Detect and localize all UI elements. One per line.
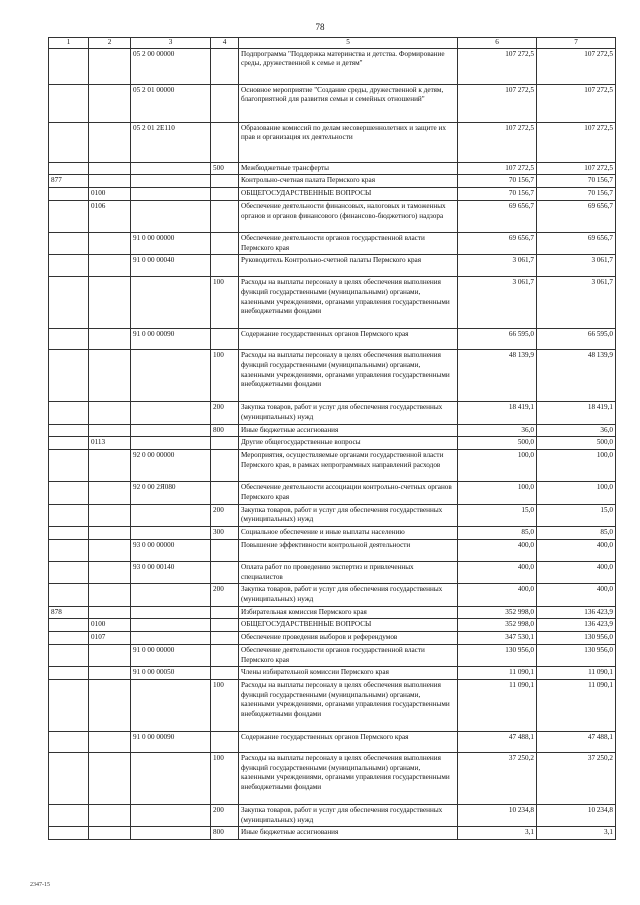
amount-year2-cell: 107 272,5 (537, 162, 616, 175)
ministry-code-cell (49, 188, 89, 201)
description-cell: Обеспечение деятельности органов государственной власти Пермского края (239, 644, 458, 666)
amount-year1-cell: 130 956,0 (458, 644, 537, 666)
amount-year2-cell: 66 595,0 (537, 329, 616, 350)
table-row (49, 402, 616, 424)
section-code-cell (89, 48, 131, 84)
table-row (49, 619, 616, 632)
expense-type-cell (211, 122, 239, 162)
expense-type-cell: 100 (211, 679, 239, 731)
target-article-cell: 05 2 01 00000 (131, 84, 211, 122)
target-article-cell (131, 679, 211, 731)
target-article-cell (131, 827, 211, 840)
target-article-cell (131, 804, 211, 826)
expense-type-cell: 200 (211, 584, 239, 606)
amount-year1-cell: 69 656,7 (458, 232, 537, 254)
expense-type-cell (211, 188, 239, 201)
amount-year2-cell: 47 488,1 (537, 731, 616, 752)
expense-type-cell: 100 (211, 277, 239, 329)
description-cell: ОБЩЕГОСУДАРСТВЕННЫЕ ВОПРОСЫ (239, 619, 458, 632)
table-row (49, 329, 616, 350)
description-cell: Закупка товаров, работ и услуг для обеспечения государственных (муниципальных) нужд (239, 402, 458, 424)
amount-year2-cell: 107 272,5 (537, 122, 616, 162)
amount-year2-cell: 400,0 (537, 584, 616, 606)
amount-year2-cell: 70 156,7 (537, 175, 616, 188)
ministry-code-cell (49, 48, 89, 84)
description-cell: Расходы на выплаты персоналу в целях обеспечения выполнения функций государственными (муниципальными) органами, казенными учреждениями, органами управления государственными внебюджетными фондами (239, 277, 458, 329)
description-cell: Обеспечение деятельности финансовых, налоговых и таможенных органов и органов финансового (финансово-бюджетного) надзора (239, 200, 458, 232)
description-cell: Руководитель Контрольно-счетной палаты Пермского края (239, 255, 458, 277)
ministry-code-cell (49, 402, 89, 424)
section-code-cell: 0107 (89, 632, 131, 645)
ministry-code-cell (49, 679, 89, 731)
amount-year1-cell: 107 272,5 (458, 48, 537, 84)
section-code-cell (89, 350, 131, 402)
expense-type-cell (211, 329, 239, 350)
ministry-code-cell (49, 619, 89, 632)
description-cell: Расходы на выплаты персоналу в целях обеспечения выполнения функций государственными (муниципальными) органами, казенными учреждениями, органами управления государственными внебюджетными фондами (239, 679, 458, 731)
description-cell: Основное мероприятие "Создание среды, дружественной к детям, благоприятной для развития семьи и семейных отношений" (239, 84, 458, 122)
amount-year2-cell: 107 272,5 (537, 48, 616, 84)
table-row (49, 752, 616, 804)
amount-year2-cell: 3 061,7 (537, 255, 616, 277)
table-row (49, 188, 616, 201)
amount-year2-cell: 69 656,7 (537, 200, 616, 232)
footer-code: 2347-15 (30, 882, 50, 888)
expense-type-cell (211, 619, 239, 632)
description-cell: Оплата работ по проведению экспертиз и привлеченных специалистов (239, 561, 458, 583)
expense-type-cell (211, 175, 239, 188)
target-article-cell (131, 350, 211, 402)
amount-year2-cell: 11 090,1 (537, 679, 616, 731)
table-row (49, 277, 616, 329)
section-code-cell (89, 277, 131, 329)
expense-type-cell: 200 (211, 402, 239, 424)
amount-year2-cell: 3,1 (537, 827, 616, 840)
target-article-cell: 91 0 00 00090 (131, 329, 211, 350)
amount-year2-cell: 400,0 (537, 561, 616, 583)
expense-type-cell (211, 232, 239, 254)
table-row (49, 504, 616, 526)
column-header: 5 (239, 38, 458, 49)
ministry-code-cell (49, 561, 89, 583)
target-article-cell (131, 752, 211, 804)
ministry-code-cell (49, 450, 89, 482)
ministry-code-cell (49, 84, 89, 122)
amount-year2-cell: 107 272,5 (537, 84, 616, 122)
table-row (49, 644, 616, 666)
section-code-cell (89, 504, 131, 526)
expense-type-cell: 800 (211, 424, 239, 437)
expense-type-cell: 100 (211, 752, 239, 804)
section-code-cell (89, 731, 131, 752)
amount-year1-cell: 70 156,7 (458, 175, 537, 188)
section-code-cell (89, 482, 131, 504)
section-code-cell (89, 667, 131, 680)
description-cell: Иные бюджетные ассигнования (239, 827, 458, 840)
ministry-code-cell (49, 162, 89, 175)
description-cell: Члены избирательной комиссии Пермского края (239, 667, 458, 680)
target-article-cell (131, 402, 211, 424)
section-code-cell (89, 752, 131, 804)
expense-type-cell: 100 (211, 350, 239, 402)
expense-type-cell: 200 (211, 504, 239, 526)
ministry-code-cell (49, 731, 89, 752)
column-header: 3 (131, 38, 211, 49)
expense-type-cell (211, 606, 239, 619)
ministry-code-cell (49, 804, 89, 826)
ministry-code-cell (49, 255, 89, 277)
target-article-cell (131, 424, 211, 437)
table-row (49, 175, 616, 188)
target-article-cell (131, 527, 211, 540)
section-code-cell (89, 232, 131, 254)
amount-year2-cell: 500,0 (537, 437, 616, 450)
amount-year1-cell: 37 250,2 (458, 752, 537, 804)
expense-type-cell (211, 200, 239, 232)
target-article-cell: 91 0 00 00090 (131, 731, 211, 752)
column-number-row (49, 38, 616, 49)
expense-type-cell (211, 667, 239, 680)
column-header: 1 (49, 38, 89, 49)
description-cell: Контрольно-счетная палата Пермского края (239, 175, 458, 188)
section-code-cell (89, 584, 131, 606)
ministry-code-cell (49, 329, 89, 350)
target-article-cell: 93 0 00 00000 (131, 539, 211, 561)
amount-year1-cell: 3,1 (458, 827, 537, 840)
ministry-code-cell (49, 539, 89, 561)
amount-year1-cell: 66 595,0 (458, 329, 537, 350)
amount-year1-cell: 347 530,1 (458, 632, 537, 645)
table-row (49, 450, 616, 482)
target-article-cell (131, 175, 211, 188)
expense-type-cell: 200 (211, 804, 239, 826)
section-code-cell (89, 539, 131, 561)
section-code-cell (89, 561, 131, 583)
table-row (49, 482, 616, 504)
table-row (49, 350, 616, 402)
amount-year2-cell: 15,0 (537, 504, 616, 526)
ministry-code-cell (49, 200, 89, 232)
description-cell: Избирательная комиссия Пермского края (239, 606, 458, 619)
amount-year1-cell: 400,0 (458, 584, 537, 606)
table-row (49, 84, 616, 122)
description-cell: Подпрограмма "Поддержка материнства и детства. Формирование среды, дружественной к семье и детям" (239, 48, 458, 84)
amount-year1-cell: 11 090,1 (458, 679, 537, 731)
description-cell: Расходы на выплаты персоналу в целях обеспечения выполнения функций государственными (муниципальными) органами, казенными учреждениями, органами управления государственными внебюджетными фондами (239, 350, 458, 402)
table-row (49, 804, 616, 826)
table-row (49, 561, 616, 583)
table-row (49, 48, 616, 84)
description-cell: Расходы на выплаты персоналу в целях обеспечения выполнения функций государственными (муниципальными) органами, казенными учреждениями, органами управления государственными внебюджетными фондами (239, 752, 458, 804)
section-code-cell (89, 424, 131, 437)
expense-type-cell (211, 84, 239, 122)
table-row (49, 424, 616, 437)
description-cell: Образование комиссий по делам несовершеннолетних и защите их прав и организация их деятельности (239, 122, 458, 162)
amount-year1-cell: 400,0 (458, 539, 537, 561)
expense-type-cell (211, 561, 239, 583)
section-code-cell (89, 122, 131, 162)
amount-year1-cell: 400,0 (458, 561, 537, 583)
description-cell: Закупка товаров, работ и услуг для обеспечения государственных (муниципальных) нужд (239, 584, 458, 606)
table-row (49, 679, 616, 731)
target-article-cell: 91 0 00 00000 (131, 232, 211, 254)
amount-year2-cell: 85,0 (537, 527, 616, 540)
section-code-cell (89, 644, 131, 666)
ministry-code-cell (49, 644, 89, 666)
description-cell: Обеспечение деятельности ассоциации контрольно-счетных органов Пермского края (239, 482, 458, 504)
section-code-cell (89, 329, 131, 350)
section-code-cell: 0113 (89, 437, 131, 450)
amount-year1-cell: 352 998,0 (458, 606, 537, 619)
target-article-cell: 05 2 01 2Е110 (131, 122, 211, 162)
table-row (49, 255, 616, 277)
ministry-code-cell (49, 350, 89, 402)
ministry-code-cell (49, 437, 89, 450)
target-article-cell (131, 277, 211, 329)
target-article-cell (131, 162, 211, 175)
table-row (49, 122, 616, 162)
amount-year2-cell: 11 090,1 (537, 667, 616, 680)
description-cell: Закупка товаров, работ и услуг для обеспечения государственных (муниципальных) нужд (239, 504, 458, 526)
amount-year1-cell: 107 272,5 (458, 84, 537, 122)
ministry-code-cell (49, 752, 89, 804)
ministry-code-cell (49, 667, 89, 680)
expense-type-cell (211, 482, 239, 504)
expense-type-cell (211, 644, 239, 666)
section-code-cell (89, 402, 131, 424)
amount-year2-cell: 10 234,8 (537, 804, 616, 826)
description-cell: ОБЩЕГОСУДАРСТВЕННЫЕ ВОПРОСЫ (239, 188, 458, 201)
ministry-code-cell (49, 122, 89, 162)
amount-year2-cell: 36,0 (537, 424, 616, 437)
column-header: 2 (89, 38, 131, 49)
ministry-code-cell (49, 827, 89, 840)
ministry-code-cell (49, 482, 89, 504)
expense-type-cell (211, 48, 239, 84)
column-header: 6 (458, 38, 537, 49)
target-article-cell: 91 0 00 00040 (131, 255, 211, 277)
table-row (49, 200, 616, 232)
amount-year1-cell: 18 419,1 (458, 402, 537, 424)
amount-year2-cell: 100,0 (537, 482, 616, 504)
ministry-code-cell (49, 504, 89, 526)
target-article-cell: 05 2 00 00000 (131, 48, 211, 84)
amount-year1-cell: 352 998,0 (458, 619, 537, 632)
table-row (49, 632, 616, 645)
target-article-cell (131, 200, 211, 232)
expense-type-cell (211, 450, 239, 482)
amount-year2-cell: 100,0 (537, 450, 616, 482)
amount-year1-cell: 100,0 (458, 450, 537, 482)
expense-type-cell (211, 632, 239, 645)
amount-year1-cell: 70 156,7 (458, 188, 537, 201)
description-cell: Иные бюджетные ассигнования (239, 424, 458, 437)
amount-year1-cell: 3 061,7 (458, 277, 537, 329)
expense-type-cell (211, 539, 239, 561)
expense-type-cell: 300 (211, 527, 239, 540)
table-row (49, 232, 616, 254)
ministry-code-cell (49, 584, 89, 606)
column-header: 4 (211, 38, 239, 49)
target-article-cell: 91 0 00 00050 (131, 667, 211, 680)
table-row (49, 731, 616, 752)
amount-year2-cell: 70 156,7 (537, 188, 616, 201)
amount-year2-cell: 69 656,7 (537, 232, 616, 254)
expense-type-cell (211, 437, 239, 450)
amount-year1-cell: 69 656,7 (458, 200, 537, 232)
table-row (49, 827, 616, 840)
amount-year1-cell: 500,0 (458, 437, 537, 450)
description-cell: Межбюджетные трансферты (239, 162, 458, 175)
table-row (49, 584, 616, 606)
amount-year1-cell: 107 272,5 (458, 162, 537, 175)
amount-year1-cell: 48 139,9 (458, 350, 537, 402)
amount-year2-cell: 130 956,0 (537, 644, 616, 666)
page-number: 78 (315, 22, 325, 32)
table-row (49, 527, 616, 540)
amount-year2-cell: 18 419,1 (537, 402, 616, 424)
expense-type-cell: 500 (211, 162, 239, 175)
ministry-code-cell (49, 632, 89, 645)
section-code-cell (89, 804, 131, 826)
section-code-cell (89, 527, 131, 540)
section-code-cell (89, 175, 131, 188)
ministry-code-cell (49, 424, 89, 437)
amount-year2-cell: 130 956,0 (537, 632, 616, 645)
description-cell: Закупка товаров, работ и услуг для обеспечения государственных (муниципальных) нужд (239, 804, 458, 826)
section-code-cell: 0106 (89, 200, 131, 232)
amount-year1-cell: 100,0 (458, 482, 537, 504)
amount-year1-cell: 11 090,1 (458, 667, 537, 680)
amount-year2-cell: 3 061,7 (537, 277, 616, 329)
description-cell: Другие общегосударственные вопросы (239, 437, 458, 450)
amount-year1-cell: 10 234,8 (458, 804, 537, 826)
section-code-cell (89, 84, 131, 122)
section-code-cell (89, 450, 131, 482)
target-article-cell (131, 188, 211, 201)
section-code-cell (89, 606, 131, 619)
column-header: 7 (537, 38, 616, 49)
amount-year1-cell: 36,0 (458, 424, 537, 437)
description-cell: Мероприятия, осуществляемые органами государственной власти Пермского края, в рамках непрограммных направлений расходов (239, 450, 458, 482)
section-code-cell: 0100 (89, 619, 131, 632)
amount-year2-cell: 136 423,9 (537, 606, 616, 619)
target-article-cell: 91 0 00 00000 (131, 644, 211, 666)
description-cell: Повышение эффективности контрольной деятельности (239, 539, 458, 561)
target-article-cell: 92 0 00 2Я080 (131, 482, 211, 504)
amount-year1-cell: 107 272,5 (458, 122, 537, 162)
expense-type-cell (211, 731, 239, 752)
section-code-cell (89, 679, 131, 731)
section-code-cell: 0100 (89, 188, 131, 201)
amount-year2-cell: 48 139,9 (537, 350, 616, 402)
target-article-cell (131, 632, 211, 645)
amount-year2-cell: 400,0 (537, 539, 616, 561)
amount-year1-cell: 85,0 (458, 527, 537, 540)
amount-year2-cell: 37 250,2 (537, 752, 616, 804)
description-cell: Обеспечение деятельности органов государственной власти Пермского края (239, 232, 458, 254)
expense-type-cell: 800 (211, 827, 239, 840)
target-article-cell (131, 504, 211, 526)
ministry-code-cell: 877 (49, 175, 89, 188)
section-code-cell (89, 827, 131, 840)
amount-year1-cell: 47 488,1 (458, 731, 537, 752)
target-article-cell: 93 0 00 00140 (131, 561, 211, 583)
ministry-code-cell: 878 (49, 606, 89, 619)
description-cell: Социальное обеспечение и иные выплаты населению (239, 527, 458, 540)
target-article-cell (131, 584, 211, 606)
ministry-code-cell (49, 277, 89, 329)
section-code-cell (89, 255, 131, 277)
description-cell: Содержание государственных органов Пермского края (239, 329, 458, 350)
target-article-cell (131, 437, 211, 450)
table-row (49, 667, 616, 680)
ministry-code-cell (49, 527, 89, 540)
target-article-cell (131, 606, 211, 619)
ministry-code-cell (49, 232, 89, 254)
description-cell: Содержание государственных органов Пермского края (239, 731, 458, 752)
amount-year2-cell: 136 423,9 (537, 619, 616, 632)
section-code-cell (89, 162, 131, 175)
description-cell: Обеспечение проведения выборов и референдумов (239, 632, 458, 645)
table-row (49, 606, 616, 619)
table-row (49, 437, 616, 450)
target-article-cell (131, 619, 211, 632)
budget-table (48, 37, 616, 840)
target-article-cell: 92 0 00 00000 (131, 450, 211, 482)
table-row (49, 162, 616, 175)
expense-type-cell (211, 255, 239, 277)
amount-year1-cell: 3 061,7 (458, 255, 537, 277)
amount-year1-cell: 15,0 (458, 504, 537, 526)
table-row (49, 539, 616, 561)
